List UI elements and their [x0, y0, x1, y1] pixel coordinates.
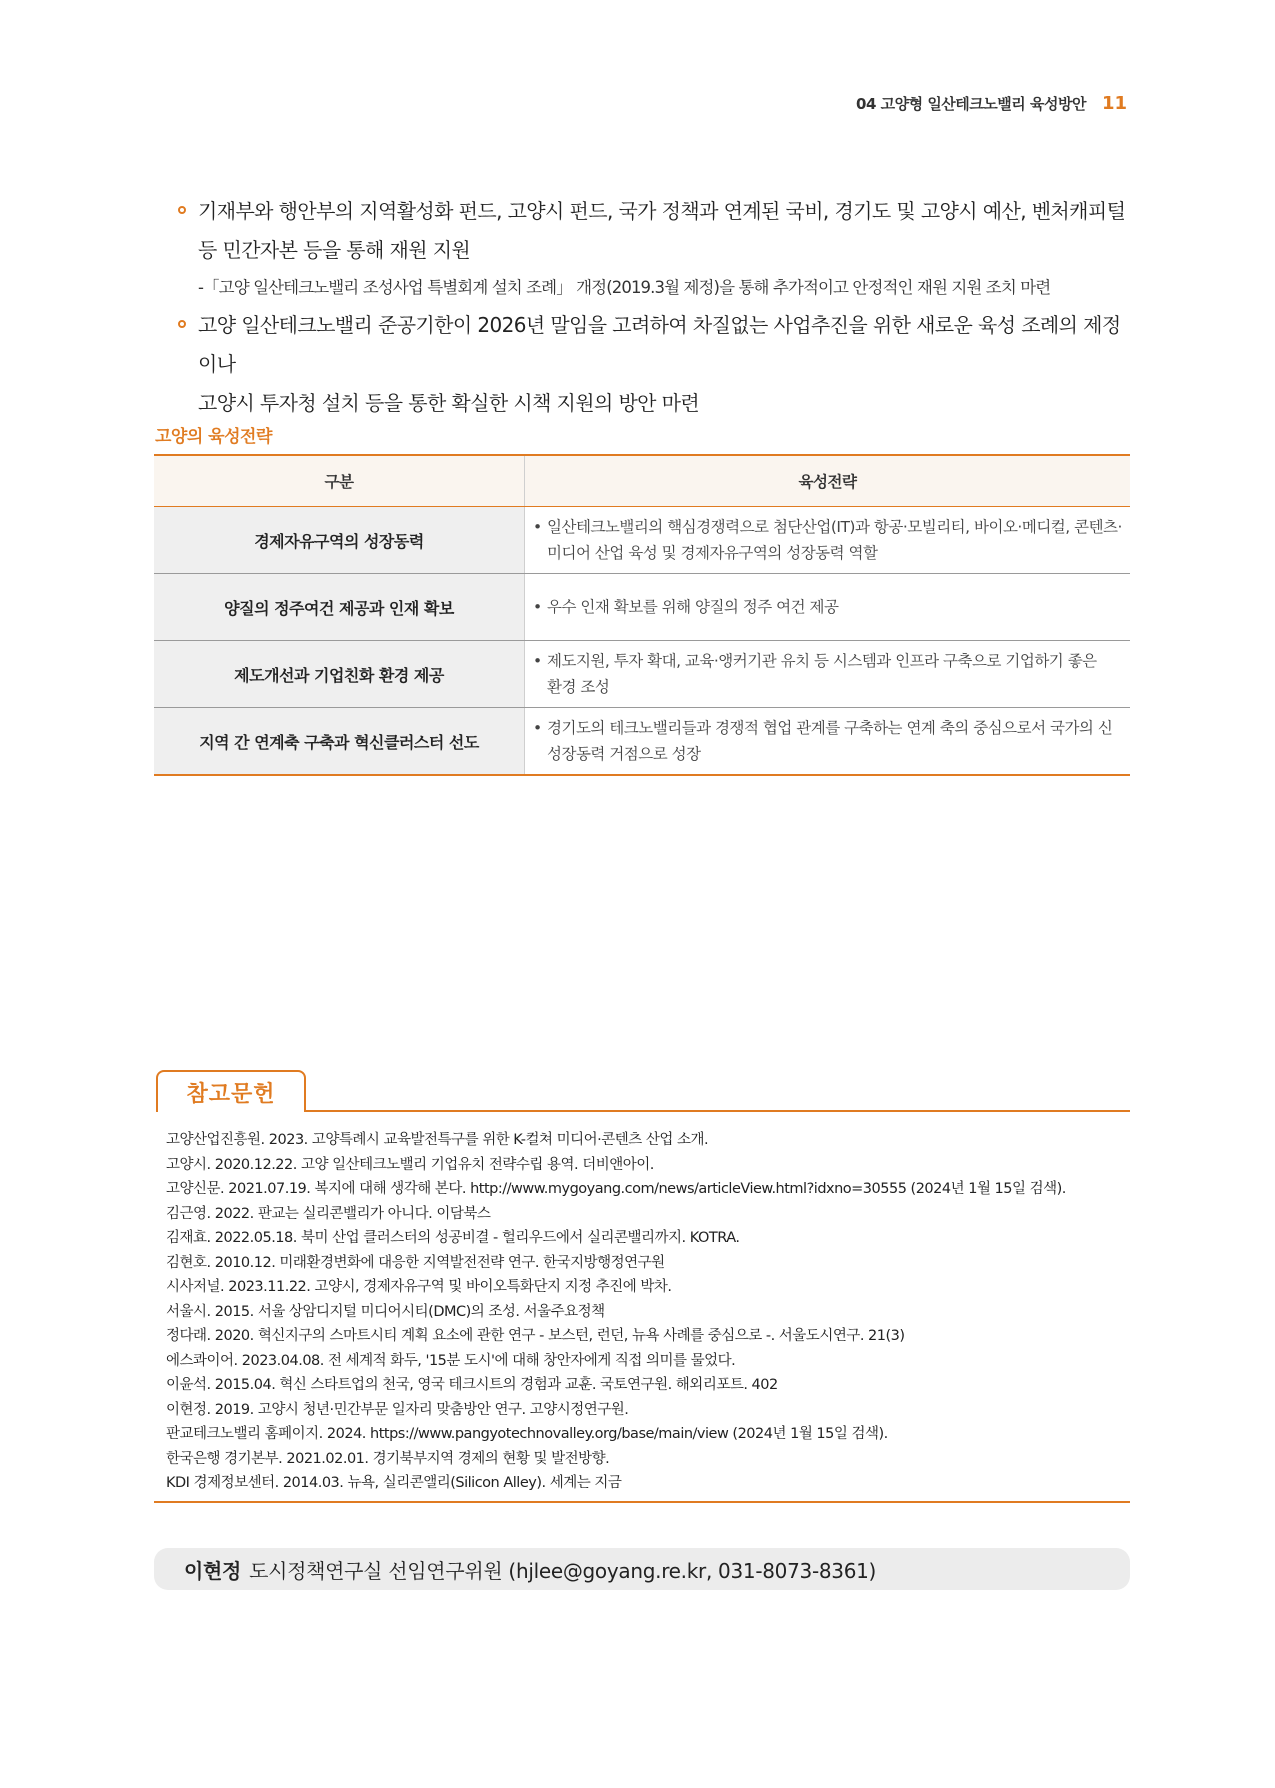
desc-line: 환경 조성	[547, 678, 610, 696]
bullet-line: 기재부와 행안부의 지역활성화 펀드, 고양시 펀드, 국가 정책과 연계된 국비, 경기도 및 고양시 예산, 벤처캐피털	[198, 199, 1126, 223]
bullet-dot-icon: •	[533, 598, 542, 616]
bullet-dot-icon: •	[533, 652, 542, 670]
desc-line: 일산테크노밸리의 핵심경쟁력으로 첨단산업(IT)과 항공·모빌리티, 바이오·메디컬, 콘텐츠·	[547, 518, 1122, 536]
reference-item: 정다래. 2020. 혁신지구의 스마트시티 계획 요소에 관한 연구 - 보스턴, 런던, 뉴욕 사례를 중심으로 -. 서울도시연구. 21(3)	[166, 1328, 905, 1344]
reference-item: 김재효. 2022.05.18. 북미 산업 클러스터의 성공비결 - 헐리우드에서 실리콘밸리까지. KOTRA.	[166, 1230, 740, 1246]
table-row	[154, 507, 1130, 574]
circle-bullet-icon	[178, 206, 186, 214]
desc-line: 경기도의 테크노밸리들과 경쟁적 협업 관계를 구축하는 연계 축의 중심으로서 국가의 신	[547, 719, 1113, 737]
table-row	[154, 574, 1130, 641]
page-number: 11	[1101, 93, 1127, 114]
bullet-section	[178, 192, 1138, 423]
strategy-table-title: 고양의 육성전략	[155, 427, 272, 447]
row-description	[525, 507, 1131, 574]
reference-item: 고양신문. 2021.07.19. 복지에 대해 생각해 본다. http://www.mygoyang.com/news/articleView.html?idxno=30555 (2024년 1월 15일 검색).	[166, 1181, 1066, 1197]
reference-item: 고양산업진흥원. 2023. 고양특례시 교육발전특구를 위한 K-컬쳐 미디어·콘텐츠 산업 소개.	[166, 1132, 709, 1148]
references-divider	[304, 1110, 1130, 1112]
row-category: 지역 간 연계축 구축과 혁신클러스터 선도	[154, 708, 525, 776]
bullet-item	[178, 306, 1138, 423]
row-description	[525, 708, 1131, 776]
desc-line: 제도지원, 투자 확대, 교육·앵커기관 유치 등 시스템과 인프라 구축으로 기업하기 좋은	[547, 652, 1097, 670]
row-description	[525, 574, 1131, 641]
reference-item: 판교테크노밸리 홈페이지. 2024. https://www.pangyotechnovalley.org/base/main/view (2024년 1월 15일 검색).	[166, 1426, 888, 1442]
bullet-line: 등 민간자본 등을 통해 재원 지원	[198, 238, 471, 262]
bullet-line: 고양시 투자청 설치 등을 통한 확실한 시책 지원의 방안 마련	[198, 391, 700, 415]
page-header	[856, 93, 1127, 114]
desc-line: 미디어 산업 육성 및 경제자유구역의 성장동력 역할	[547, 544, 878, 562]
row-description	[525, 641, 1131, 708]
author-name: 이현정	[184, 1558, 242, 1583]
references-bottom-rule	[154, 1501, 1130, 1503]
desc-line: 성장동력 거점으로 성장	[547, 745, 701, 763]
reference-item: 김근영. 2022. 판교는 실리콘밸리가 아니다. 이담북스	[166, 1205, 491, 1222]
row-category: 양질의 정주여건 제공과 인재 확보	[154, 574, 525, 641]
table-row	[154, 708, 1130, 776]
row-category: 제도개선과 기업친화 환경 제공	[154, 641, 525, 708]
table-row	[154, 641, 1130, 708]
reference-item: 고양시. 2020.12.22. 고양 일산테크노밸리 기업유치 전략수립 용역. 더비앤아이.	[166, 1156, 654, 1173]
references-title: 참고문헌	[156, 1070, 306, 1112]
desc-line: 우수 인재 확보를 위해 양질의 정주 여건 제공	[547, 598, 839, 616]
reference-item: 시사저널. 2023.11.22. 고양시, 경제자유구역 및 바이오특화단지 지정 추진에 박차.	[166, 1279, 672, 1295]
reference-item: 김현호. 2010.12. 미래환경변화에 대응한 지역발전전략 연구. 한국지방행정연구원	[166, 1254, 665, 1271]
sub-item: -「고양 일산테크노밸리 조성사업 특별회계 설치 조례」 개정(2019.3월 제정)을 통해 추가적이고 안정적인 재원 지원 조치 마련	[198, 278, 1051, 297]
reference-item: 이현정. 2019. 고양시 청년·민간부문 일자리 맞춤방안 연구. 고양시정연구원.	[166, 1401, 629, 1418]
reference-item: 에스콰이어. 2023.04.08. 전 세계적 화두, '15분 도시'에 대해 창안자에게 직접 의미를 물었다.	[166, 1352, 736, 1369]
strategy-table	[154, 454, 1130, 776]
table-header-strategy: 육성전략	[525, 455, 1131, 507]
references-list	[166, 1128, 1126, 1496]
reference-item: 이윤석. 2015.04. 혁신 스타트업의 천국, 영국 테크시트의 경험과 교훈. 국토연구원. 해외리포트. 402	[166, 1377, 778, 1393]
author-box	[154, 1548, 1130, 1590]
bullet-dot-icon: •	[533, 719, 542, 737]
author-info: 도시정책연구실 선임연구위원 (hjlee@goyang.re.kr, 031-8073-8361)	[249, 1558, 877, 1583]
reference-item: 한국은행 경기본부. 2021.02.01. 경기북부지역 경제의 현황 및 발전방향.	[166, 1450, 610, 1467]
bullet-dot-icon: •	[533, 518, 542, 536]
bullet-line: 고양 일산테크노밸리 준공기한이 2026년 말임을 고려하여 차질없는 사업추진을 위한 새로운 육성 조례의 제정이나	[198, 313, 1121, 376]
table-header-category: 구분	[154, 455, 525, 507]
circle-bullet-icon	[178, 320, 186, 328]
row-category: 경제자유구역의 성장동력	[154, 507, 525, 574]
bullet-item	[178, 192, 1138, 270]
reference-item: 서울시. 2015. 서울 상암디지털 미디어시티(DMC)의 조성. 서울주요정책	[166, 1303, 605, 1320]
reference-item: KDI 경제정보센터. 2014.03. 뉴욕, 실리콘앨리(Silicon Alley). 세계는 지금	[166, 1475, 622, 1491]
chapter-title: 04 고양형 일산테크노밸리 육성방안	[856, 95, 1086, 113]
